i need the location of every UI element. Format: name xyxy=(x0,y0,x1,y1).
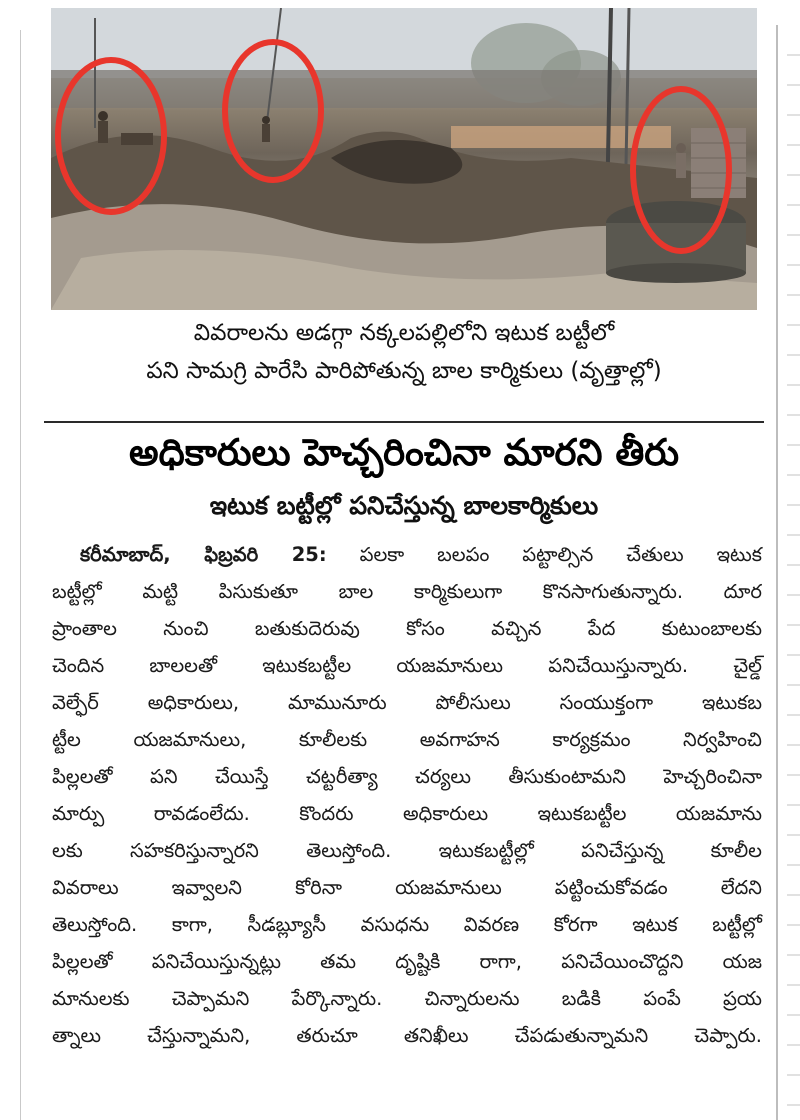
article-line-3: ప్రాంతాల నుంచి బతుకుదెరువు కోసం వచ్చిన పేద కుటుంబాలకు xyxy=(52,617,762,640)
caption-line-1: వివరాలను అడగ్గా నక్కలపల్లిలోని ఇటుక బట్టీలో xyxy=(193,320,615,346)
news-photo-brick-kiln xyxy=(51,8,757,310)
photo-caption xyxy=(51,314,757,414)
article-line-7: పిల్లలతో పని చేయిస్తే చట్టరీత్యా చర్యలు తీసుకుంటామని హెచ్చరించినా xyxy=(52,765,762,788)
photo-illustration xyxy=(51,8,757,310)
article-line-1 xyxy=(52,536,762,573)
article-line-13: మానులకు చెప్పామని పేర్కొన్నారు. చిన్నారులను బడికి పంపే ప్రయ xyxy=(52,987,762,1010)
caption-line-2: పని సామగ్రి పారేసి పారిపోతున్న బాల కార్మికులు (వృత్తాల్లో) xyxy=(146,358,662,384)
adjacent-column-bleed xyxy=(787,40,800,1120)
article-line-12: పిల్లలతో పనిచేయిస్తున్నట్లు తమ దృష్టికి రాగా, పనిచేయించొద్దని యజ xyxy=(52,950,762,973)
headline: అధికారులు హెచ్చరించినా మారని తీరు xyxy=(128,431,680,474)
article-line-4: చెందిన బాలలతో ఇటుకబట్టీల యజమానులు పనిచేయిస్తున్నారు. చైల్డ్ xyxy=(52,654,762,677)
article-line-8: మార్పు రావడంలేదు. కొందరు అధికారులు ఇటుకబట్టీల యజమాను xyxy=(52,802,762,825)
article-line-2: బట్టీల్లో మట్టి పిసుకుతూ బాల కార్మికులుగా కొనసాగుతున్నారు. దూర xyxy=(52,580,762,603)
article-line-5: వెల్ఫేర్ అధికారులు, మామునూరు పోలీసులు సంయుక్తంగా ఇటుకబ xyxy=(52,691,762,714)
column-rule-left xyxy=(20,30,21,1120)
section-divider xyxy=(44,421,764,423)
article-body xyxy=(52,536,762,1054)
article-line-10: వివరాలు ఇవ్వాలని కోరినా యజమానులు పట్టించుకోవడం లేదని xyxy=(52,876,762,899)
subheadline: ఇటుక బట్టీల్లో పనిచేస్తున్న బాలకార్మికులు xyxy=(209,491,599,520)
article-line-14: త్నాలు చేస్తున్నామని, తరుచూ తనిఖీలు చేపడుతున్నామని చెప్పారు. xyxy=(52,1024,762,1047)
article-line-11: తెలుస్తోంది. కాగా, సీడబ్ల్యూసీ వసుధను వివరణ కోరగా ఇటుక బట్టీల్లో xyxy=(52,913,762,936)
article-text-span: పలకా బలపం పట్టాల్సిన చేతులు ఇటుక xyxy=(359,543,762,566)
dateline: కరీమాబాద్, ఫిబ్రవరి 25: xyxy=(80,543,327,566)
article-line-6: ట్టీల యజమానులు, కూలీలకు అవగాహన కార్యక్రమం నిర్వహించి xyxy=(52,728,762,751)
column-rule-right xyxy=(776,25,778,1120)
article-line-9: లకు సహకరిస్తున్నారని తెలుస్తోంది. ఇటుకబట్టీల్లో పనిచేస్తున్న కూలీల xyxy=(52,839,762,862)
